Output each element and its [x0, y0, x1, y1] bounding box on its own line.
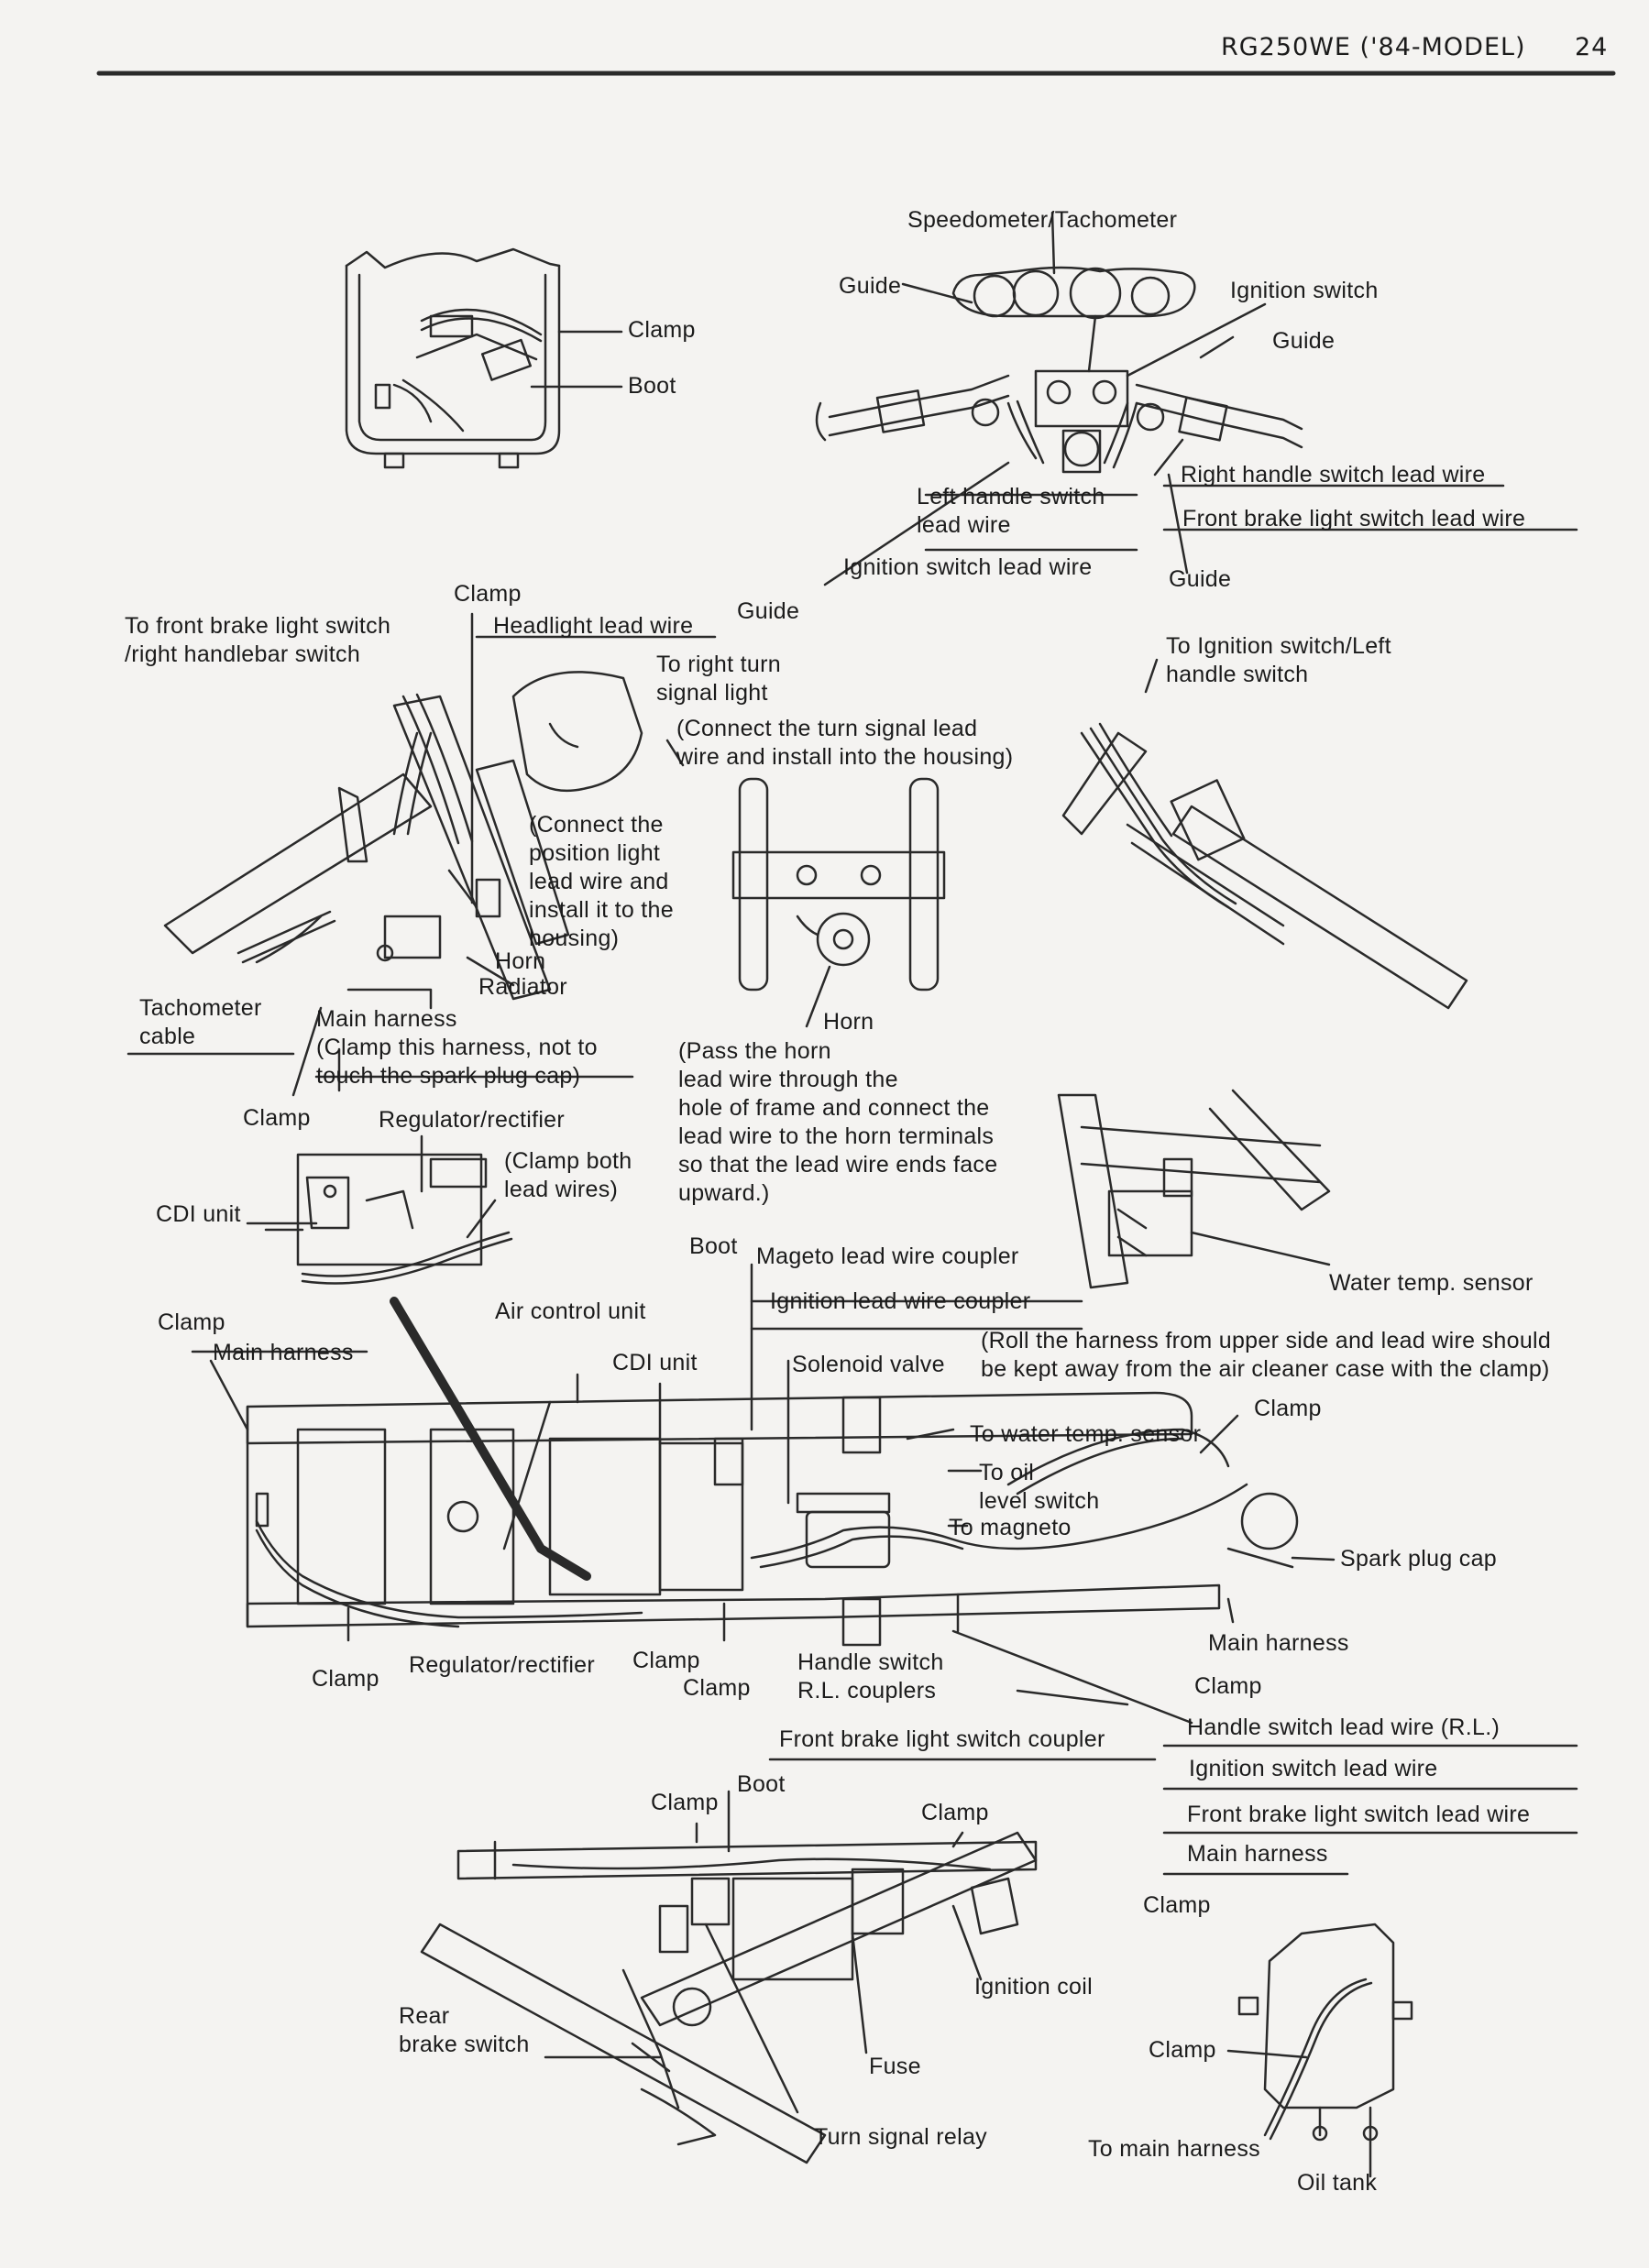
label-ignition-coupler: Ignition lead wire coupler [770, 1288, 1031, 1314]
label-to-magneto: To magneto [949, 1515, 1072, 1540]
label-guide-right: Guide [1272, 328, 1336, 354]
label-clamp-right-lower: Clamp [1194, 1673, 1262, 1699]
right-frame-illustration [1063, 660, 1467, 1008]
label-fuse: Fuse [869, 2054, 921, 2079]
label-horn-center: Horn [823, 1009, 874, 1035]
label-clamp-main-left: Clamp [158, 1309, 225, 1335]
label-guide-lower-right: Guide [1169, 566, 1232, 592]
label-clamp-oil: Clamp [1149, 2037, 1216, 2063]
label-handle-couplers: Handle switch R.L. couplers [797, 1649, 944, 1704]
label-to-oil-level: To oil level switch [979, 1460, 1100, 1514]
label-ignition-switch: Ignition switch [1230, 278, 1379, 303]
label-front-brake-coupler: Front brake light switch coupler [779, 1726, 1105, 1752]
label-clamp-final: Clamp [1143, 1892, 1211, 1918]
label-radiator: Radiator [478, 974, 567, 1000]
label-boot-bottom: Boot [737, 1771, 786, 1797]
label-clamp-headlight: Clamp [454, 581, 522, 607]
label-clamp-b2: Clamp [683, 1675, 751, 1701]
label-magneto-coupler: Mageto lead wire coupler [756, 1244, 1019, 1269]
label-turn-signal-relay: Turn signal relay [814, 2124, 987, 2150]
label-regulator-top: Regulator/rectifier [379, 1107, 566, 1133]
label-left-handle-lead: Left handle switch lead wire [917, 484, 1105, 538]
label-clamp-bottom-left: Clamp [312, 1666, 379, 1692]
headlight-housing-illustration [346, 249, 621, 467]
label-clamp-right-upper: Clamp [1254, 1396, 1322, 1421]
label-front-brake-lead-top: Front brake light switch lead wire [1182, 506, 1526, 531]
steering-stem-illustration [667, 740, 944, 1026]
label-to-right-turn: To right turn signal light [656, 652, 781, 706]
label-clamp-both: (Clamp both lead wires) [504, 1148, 632, 1202]
label-boot-mid: Boot [689, 1233, 738, 1259]
label-rear-brake-switch: Rear brake switch [399, 2003, 530, 2057]
label-handle-lead-rl: Handle switch lead wire (R.L.) [1187, 1715, 1501, 1740]
label-spark-plug-cap: Spark plug cap [1340, 1546, 1497, 1572]
model-heading: RG250WE ('84-MODEL) [1221, 33, 1526, 61]
label-main-harness-bottom: Main harness [1187, 1841, 1328, 1867]
label-solenoid-valve: Solenoid valve [792, 1352, 945, 1377]
label-air-control-unit: Air control unit [495, 1298, 646, 1324]
label-roll-harness: (Roll the harness from upper side and lead wire should be kept away from the air cleaner case with the clamp) [981, 1328, 1552, 1382]
page-number: 24 [1575, 33, 1609, 61]
label-pass-horn: (Pass the horn lead wire through the hole of frame and connect the lead wire to the horn terminals so that the lead wire ends face upward.) [678, 1038, 998, 1206]
label-clamp-b1: Clamp [632, 1648, 700, 1673]
label-to-water-temp: To water temp. sensor [970, 1421, 1202, 1447]
label-main-harness-note: Main harness (Clamp this harness, not to touch the spark plug cap) [316, 1006, 598, 1089]
label-water-temp-sensor: Water temp. sensor [1329, 1270, 1534, 1296]
label-ignition-lead-top: Ignition switch lead wire [843, 554, 1093, 580]
label-to-main-harness: To main harness [1088, 2136, 1260, 2162]
label-cdi-left: CDI unit [156, 1201, 241, 1227]
label-ignition-lead-bottom: Ignition switch lead wire [1189, 1756, 1438, 1781]
label-tachometer-cable: Tachometer cable [139, 995, 262, 1049]
label-main-harness-right: Main harness [1208, 1630, 1349, 1656]
label-to-front-brake: To front brake light switch /right handlebar switch [125, 613, 391, 667]
label-headlight-lead: Headlight lead wire [493, 613, 694, 639]
label-connect-position: (Connect the position light lead wire and install it to the housing) [529, 812, 674, 951]
label-connect-turn: (Connect the turn signal lead wire and install into the housing) [676, 716, 1014, 770]
label-boot-housing: Boot [628, 373, 676, 399]
label-guide-top: Guide [839, 273, 902, 299]
label-to-ignition-left: To Ignition switch/Left handle switch [1166, 633, 1391, 687]
label-oil-tank: Oil tank [1297, 2170, 1378, 2196]
label-regulator-bottom: Regulator/rectifier [409, 1652, 596, 1678]
water-temp-sensor-illustration [1059, 1090, 1329, 1287]
rear-frame-illustration [422, 1791, 1036, 2163]
label-cdi-mid: CDI unit [612, 1350, 698, 1375]
label-clamp-rear-left: Clamp [651, 1790, 719, 1815]
label-ignition-coil: Ignition coil [974, 1974, 1093, 2000]
label-right-handle-lead: Right handle switch lead wire [1181, 462, 1486, 488]
label-horn-left: Horn [495, 948, 546, 974]
regulator-detail-illustration [247, 1136, 511, 1284]
label-clamp-regulator: Clamp [243, 1105, 311, 1131]
label-clamp-housing: Clamp [628, 317, 696, 343]
label-main-harness-left: Main harness [213, 1340, 354, 1365]
label-front-brake-lead-bottom: Front brake light switch lead wire [1187, 1802, 1531, 1827]
label-speedometer: Speedometer/Tachometer [907, 207, 1178, 233]
label-guide-mid: Guide [737, 598, 800, 624]
label-clamp-rear-right: Clamp [921, 1800, 989, 1825]
